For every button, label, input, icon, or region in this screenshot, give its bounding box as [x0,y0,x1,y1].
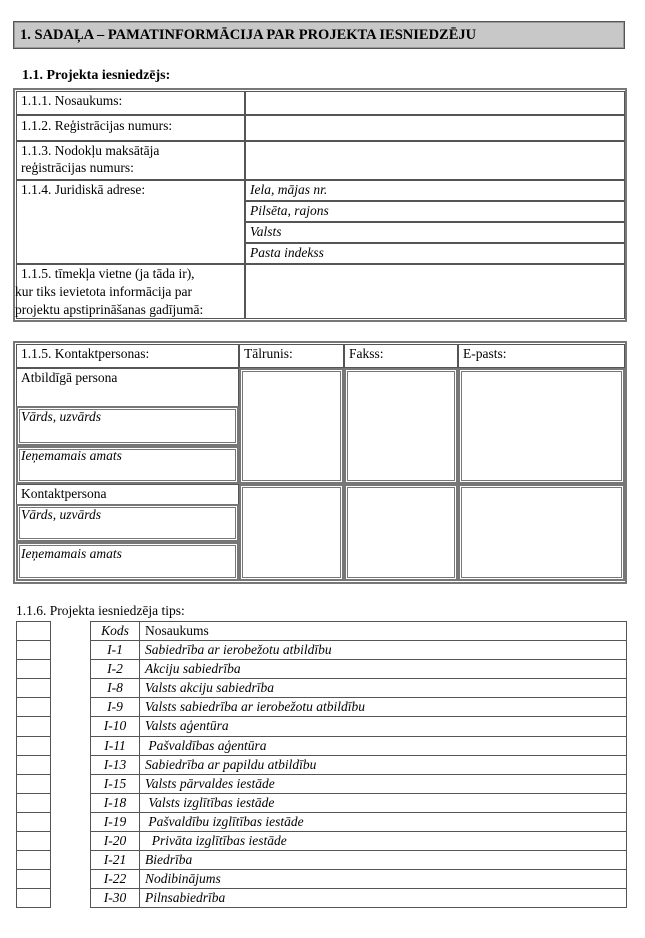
code-header: Kods [91,622,140,641]
type-code: I-11 [91,736,140,755]
responsible-phone-field[interactable] [239,368,344,484]
spacer-cell [51,622,91,641]
type-name: Pašvaldības aģentūra [140,736,627,755]
type-code: I-20 [91,832,140,851]
fax-header: Fakss: [349,346,384,361]
table-row [17,793,627,812]
type-code: I-1 [91,641,140,660]
checkbox-cell[interactable] [17,698,51,717]
type-name: Sabiedrība ar papildu atbildību [140,755,627,774]
spacer-cell [51,660,91,679]
type-code: I-15 [91,774,140,793]
web-label-line1: 1.1.5. tīmekļa vietne (ja tāda ir), [21,266,195,281]
responsible-email-field[interactable] [458,368,625,484]
spacer-cell [51,717,91,736]
type-name: Sabiedrība ar ierobežotu atbildību [140,641,627,660]
checkbox-cell[interactable] [17,832,51,851]
table-row [17,851,627,870]
contact-name-label: Vārds, uzvārds [21,507,102,522]
spacer-cell [51,774,91,793]
tax-label-line2: reģistrācijas numurs: [21,160,134,175]
name-label: 1.1.1. Nosaukums: [21,93,123,108]
tax-number-field[interactable] [245,141,625,180]
web-label-line3: projektu apstiprināšanas gadījumā: [15,302,204,317]
checkbox-cell[interactable] [17,641,51,660]
types-header-row [17,622,627,641]
table-row [17,812,627,831]
responsible-name-label: Vārds, uzvārds [21,409,102,424]
type-code: I-21 [91,851,140,870]
type-name: Pilnsabiedrība [140,889,627,908]
table-row [17,755,627,774]
country-field[interactable] [245,222,625,243]
type-code: I-18 [91,793,140,812]
checkbox-cell[interactable] [17,717,51,736]
table-row [17,870,627,889]
name-header: Nosaukums [140,622,627,641]
table-row [17,832,627,851]
tax-label-line1: 1.1.3. Nodokļu maksātāja [21,143,160,158]
responsible-position-label: Ieņemamais amats [21,448,122,463]
street-field-label: Iela, mājas nr. [250,182,328,197]
contact-email-field[interactable] [458,484,625,581]
responsible-fax-field[interactable] [344,368,458,484]
type-name: Biedrība [140,851,627,870]
checkbox-cell[interactable] [17,889,51,908]
type-code: I-13 [91,755,140,774]
postal-field-label: Pasta indekss [250,245,324,260]
table-row [17,698,627,717]
checkbox-cell[interactable] [17,793,51,812]
table-row [17,736,627,755]
spacer-cell [51,812,91,831]
types-table [16,621,627,908]
type-code: I-9 [91,698,140,717]
types-heading: 1.1.6. Projekta iesniedzēja tips: [16,603,185,618]
type-name: Valsts sabiedrība ar ierobežotu atbildību [140,698,627,717]
spacer-cell [51,736,91,755]
checkbox-cell[interactable] [17,812,51,831]
email-header: E-pasts: [463,346,507,361]
web-label-line2: kur tiks ievietota informācija par [15,284,192,299]
table-row [17,660,627,679]
checkbox-cell[interactable] [17,622,51,641]
type-name: Valsts aģentūra [140,717,627,736]
responsible-label: Atbildīgā persona [21,370,118,385]
checkbox-cell[interactable] [17,774,51,793]
contact-label: Kontaktpersona [21,486,107,501]
type-name: Valsts pārvaldes iestāde [140,774,627,793]
city-field-label: Pilsēta, rajons [250,203,329,218]
type-code: I-10 [91,717,140,736]
spacer-cell [51,679,91,698]
spacer-cell [51,851,91,870]
table-row [17,641,627,660]
type-name: Nodibinājums [140,870,627,889]
checkbox-cell[interactable] [17,851,51,870]
table-row [17,889,627,908]
spacer-cell [51,793,91,812]
contact-position-label: Ieņemamais amats [21,546,122,561]
type-name: Pašvaldību izglītības iestāde [140,812,627,831]
type-code: I-22 [91,870,140,889]
type-code: I-30 [91,889,140,908]
checkbox-cell[interactable] [17,679,51,698]
reg-label: 1.1.2. Reģistrācijas numurs: [21,118,173,133]
type-code: I-8 [91,679,140,698]
type-name: Valsts akciju sabiedrība [140,679,627,698]
address-label: 1.1.4. Juridiskā adrese: [21,182,146,197]
table-row [17,679,627,698]
spacer-cell [51,641,91,660]
spacer-cell [51,870,91,889]
name-field[interactable] [245,91,625,115]
checkbox-cell[interactable] [17,870,51,889]
checkbox-cell[interactable] [17,660,51,679]
website-field[interactable] [245,264,625,319]
reg-number-field[interactable] [245,115,625,141]
table-row [17,774,627,793]
type-name: Akciju sabiedrība [140,660,627,679]
checkbox-cell[interactable] [17,736,51,755]
type-name: Valsts izglītības iestāde [140,793,627,812]
contact-phone-field[interactable] [239,484,344,581]
applicant-heading: 1.1. Projekta iesniedzējs: [22,68,171,83]
checkbox-cell[interactable] [17,755,51,774]
contacts-header: 1.1.5. Kontaktpersonas: [21,346,150,361]
type-code: I-19 [91,812,140,831]
section-title: 1. SADAĻA – PAMATINFORMĀCIJA PAR PROJEKTA IESNIEDZĒJU [13,21,625,49]
spacer-cell [51,889,91,908]
spacer-cell [51,832,91,851]
type-name: Privāta izglītības iestāde [140,832,627,851]
contact-fax-field[interactable] [344,484,458,581]
spacer-cell [51,755,91,774]
spacer-cell [51,698,91,717]
type-code: I-2 [91,660,140,679]
table-row [17,717,627,736]
country-field-label: Valsts [250,224,282,239]
phone-header: Tālrunis: [244,346,293,361]
